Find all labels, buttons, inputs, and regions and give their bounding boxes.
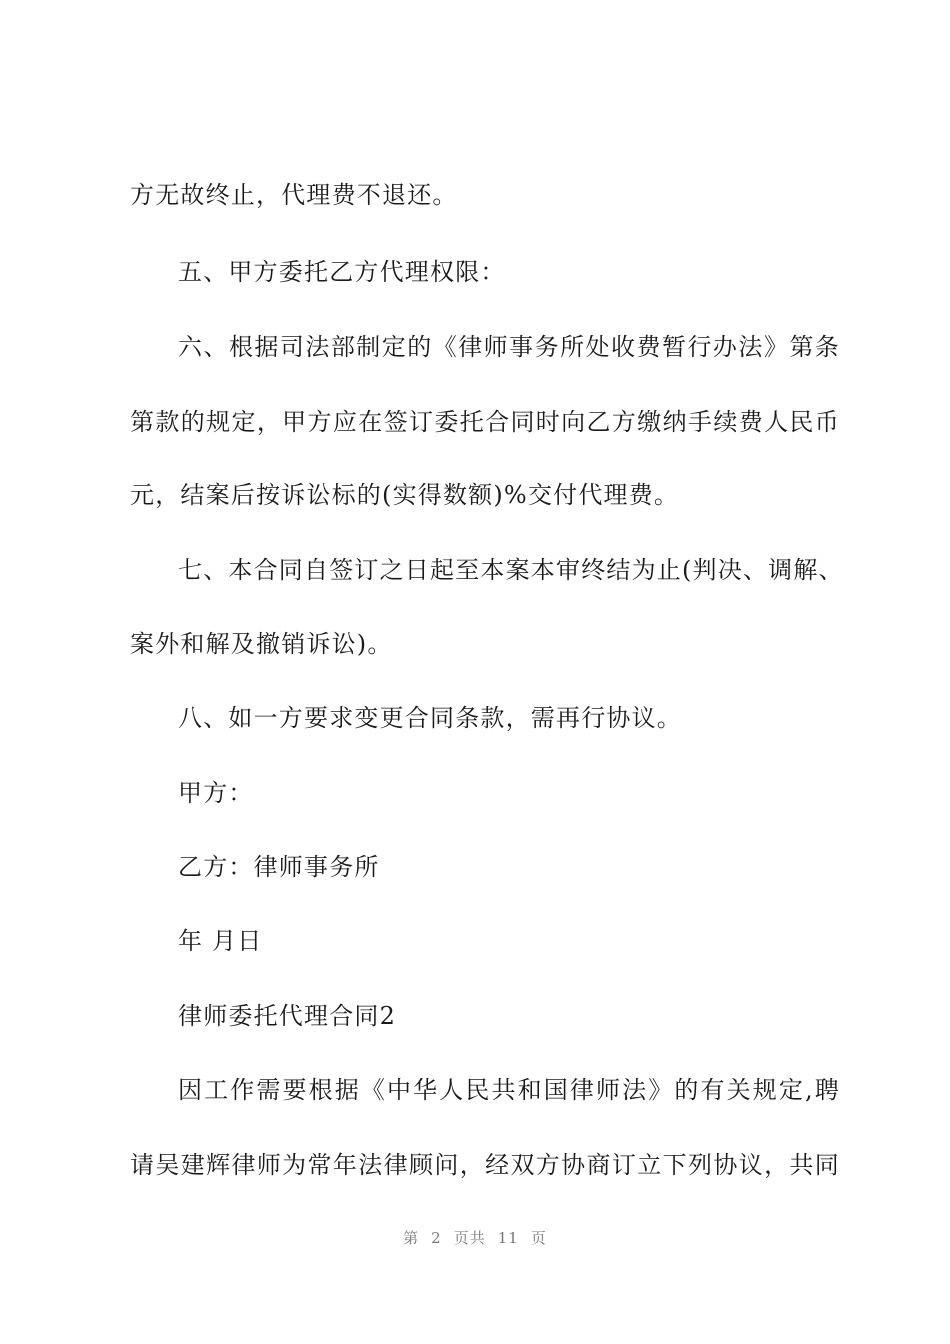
date-line: 年 月日 [178, 927, 263, 955]
party-a-label: 甲方： [178, 779, 254, 807]
section-six-line-3: 元，结案后按诉讼标的(实得数额)%交付代理费。 [130, 481, 680, 509]
contract-2-title: 律师委托代理合同2 [178, 1002, 397, 1030]
section-eight-line: 八、如一方要求变更合同条款，需再行协议。 [178, 704, 682, 732]
footer-suffix: 页 [530, 1229, 547, 1247]
footer-total-pages: 11 [497, 1229, 519, 1247]
footer-prefix: 第 [403, 1229, 420, 1247]
page-footer [0, 1228, 950, 1248]
party-b-label: 乙方：律师事务所 [178, 853, 380, 881]
contract-2-paragraph-line-1: 因工作需要根据《中华人民共和国律师法》的有关规定,聘 [178, 1076, 840, 1104]
paragraph-line-1: 方无故终止，代理费不退还。 [130, 181, 458, 209]
section-five-heading: 五、甲方委托乙方代理权限： [178, 258, 506, 286]
contract-2-paragraph-line-2: 请吴建辉律师为常年法律顾问，经双方协商订立下列协议，共同 [130, 1151, 840, 1179]
section-seven-line-2: 案外和解及撤销诉讼)。 [130, 630, 393, 658]
footer-mid: 页共 [453, 1229, 486, 1247]
section-six-line-1: 六、根据司法部制定的《律师事务所处收费暂行办法》第条 [178, 333, 840, 361]
section-seven-line-1: 七、本合同自签订之日起至本案本审终结为止(判决、调解、 [178, 556, 844, 584]
footer-current-page: 2 [431, 1229, 442, 1247]
section-six-line-2: 第款的规定，甲方应在签订委托合同时向乙方缴纳手续费人民币 [130, 408, 840, 436]
